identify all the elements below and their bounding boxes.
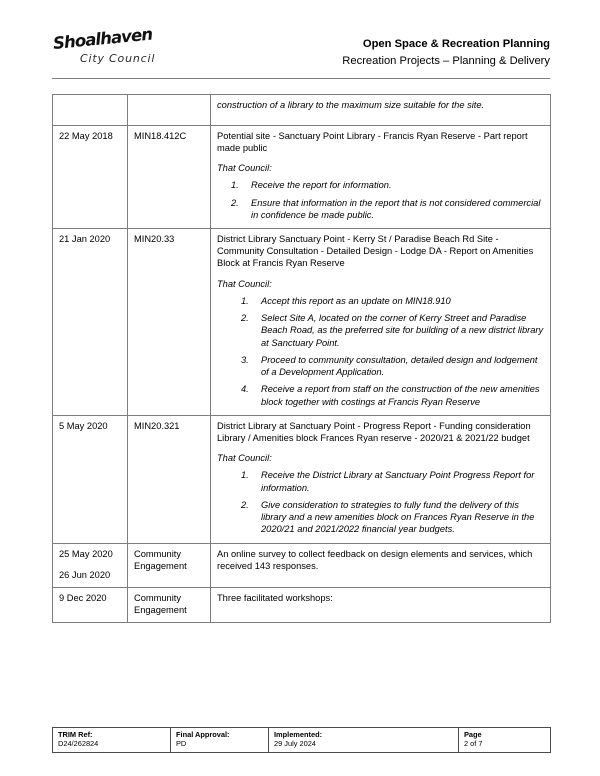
cell-reference: MIN18.412C <box>128 126 211 229</box>
footer-implemented-value: 29 July 2024 <box>274 739 316 749</box>
that-council-label: That Council: <box>217 453 272 464</box>
list-item-text: Receive a report from staff on the construction of the new amenities block together with costings at Francis Ryan Reserve <box>261 384 540 407</box>
list-item-text: Receive the District Library at Sanctuary Point Progress Report for information. <box>261 470 535 493</box>
footer-trim-value: D24/262824 <box>58 739 99 749</box>
date-spacer <box>59 560 121 569</box>
list-item <box>217 469 544 494</box>
list-item-text: Ensure that information in the report that is not considered commercial in confidence be made public. <box>251 197 541 220</box>
list-item-number: 2. <box>231 197 239 208</box>
footer-approval-value: PD <box>176 739 187 749</box>
cell-detail <box>211 543 551 587</box>
footer-final-approval <box>171 728 269 753</box>
cell-date: 21 Jan 2020 <box>53 229 128 416</box>
list-item-number: 1. <box>231 180 239 191</box>
list-item-text: Proceed to community consultation, detailed design and lodgement of a Development Application. <box>261 354 538 378</box>
footer-page-label: Page <box>464 730 482 739</box>
cell-detail <box>211 95 551 126</box>
cell-date: 9 Dec 2020 <box>53 587 128 622</box>
page-header <box>52 24 550 78</box>
cell-date-primary: 25 May 2020 <box>59 548 113 559</box>
detail-title: construction of a library to the maximum size suitable for the site. <box>217 100 485 110</box>
header-title-sub: Recreation Projects – Planning & Delivery <box>342 55 550 67</box>
header-divider <box>52 78 550 79</box>
footer-approval-label: Final Approval: <box>176 730 230 739</box>
cell-detail <box>211 126 551 229</box>
project-history-table <box>52 94 551 623</box>
list-item-text: Accept this report as an update on MIN18.910 <box>261 295 451 306</box>
cell-reference: Community Engagement <box>128 587 211 622</box>
resolution-list <box>217 469 544 535</box>
detail-title: Potential site - Sanctuary Point Library - Francis Ryan Reserve - Part report made public <box>217 131 528 154</box>
header-title-main: Open Space & Recreation Planning <box>362 38 550 50</box>
cell-date-secondary: 26 Jun 2020 <box>59 569 111 580</box>
list-item-number: 2. <box>241 499 249 510</box>
cell-date <box>53 543 128 587</box>
logo-subtitle: City Council <box>80 52 156 65</box>
list-item <box>217 179 544 191</box>
list-item-number: 1. <box>241 295 249 306</box>
cell-reference: MIN20.33 <box>128 229 211 416</box>
header-titles <box>172 34 550 69</box>
detail-title: Three facilitated workshops: <box>217 592 333 603</box>
footer-implemented-label: Implemented: <box>274 730 323 739</box>
cell-detail <box>211 229 551 416</box>
list-item <box>217 312 544 349</box>
cell-detail <box>211 587 551 622</box>
list-item <box>217 197 544 222</box>
resolution-list <box>217 179 544 221</box>
shoalhaven-city-council-logo <box>52 24 172 76</box>
cell-reference <box>128 95 211 126</box>
list-item-text: Receive the report for information. <box>251 180 392 191</box>
cell-date <box>53 95 128 126</box>
list-item <box>217 499 544 536</box>
footer-page-value: 2 of 7 <box>464 739 483 749</box>
table-row <box>53 543 551 587</box>
cell-reference: MIN20.321 <box>128 416 211 544</box>
table-row <box>53 229 551 416</box>
list-item <box>217 354 544 379</box>
detail-title: An online survey to collect feedback on design elements and services, which received 143 responses. <box>217 548 533 572</box>
cell-detail <box>211 416 551 544</box>
detail-title: District Library at Sanctuary Point - Progress Report - Funding consideration Library / Amenities block Frances Ryan reserve - 2020/21 & 2021/22 budget <box>217 421 531 444</box>
list-item-number: 4. <box>241 384 249 395</box>
table-row <box>53 587 551 622</box>
footer-row <box>53 728 551 753</box>
document-footer-table <box>52 727 551 753</box>
table-row <box>53 416 551 544</box>
table-row <box>53 126 551 229</box>
detail-title: District Library Sanctuary Point - Kerry St / Paradise Beach Rd Site - Community Consultation - Detailed Design - Lodge DA - Report on Amenities Block at Francis Ryan Reserve <box>217 234 534 269</box>
that-council-label: That Council: <box>217 163 272 174</box>
that-council-label: That Council: <box>217 278 272 289</box>
list-item-number: 2. <box>241 312 249 323</box>
footer-implemented <box>269 728 459 753</box>
list-item <box>217 383 544 408</box>
resolution-list <box>217 295 544 408</box>
footer-page <box>459 728 551 753</box>
cell-reference: Community Engagement <box>128 543 211 587</box>
list-item-number: 1. <box>241 470 249 481</box>
list-item-text: Give consideration to strategies to fully fund the delivery of this library and a new amenities block on Frances Ryan Reserve in the 2020/21 and 2021/2022 financial year budgets. <box>261 499 535 535</box>
cell-date: 22 May 2018 <box>53 126 128 229</box>
logo-wordmark: Shoalhaven <box>52 24 153 53</box>
list-item <box>217 295 544 307</box>
table-row <box>53 95 551 126</box>
footer-trim-ref <box>53 728 171 753</box>
list-item-text: Select Site A, located on the corner of Kerry Street and Paradise Beach Road, as the preferred site for building of a new district library at Sanctuary Point. <box>261 312 544 348</box>
footer-trim-label: TRIM Ref: <box>58 730 93 739</box>
list-item-number: 3. <box>241 354 249 365</box>
cell-date: 5 May 2020 <box>53 416 128 544</box>
